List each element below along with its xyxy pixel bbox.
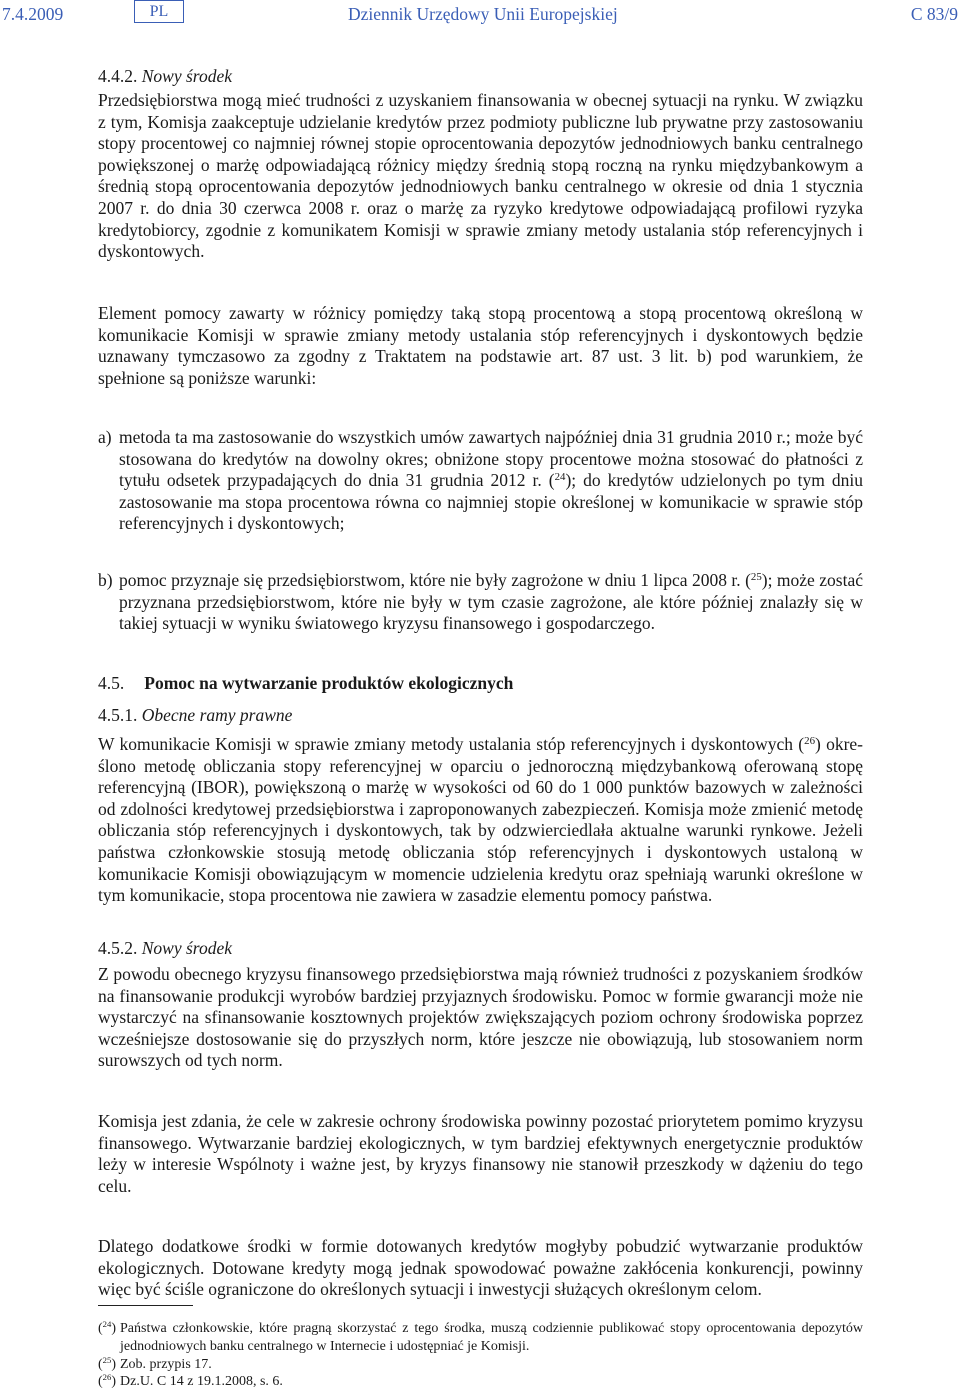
- heading-number: 4.4.2.: [98, 66, 138, 86]
- list-item-text: ); może zostać przyznana przedsiębiorstwom, które nie były w tym czasie zagrożone, ale które później znalazły się w takiej sytuacji w wyniku światowego kryzysu finansowego i gospodarczego.: [119, 570, 863, 634]
- paragraph-text: W komunikacie Komisji w sprawie zmiany metody ustalania stóp referencyjnych i dyskontowych (: [98, 734, 805, 754]
- list-item-text: pomoc przyznaje się przedsiębiorstwom, które nie były zagrożone w dniu 1 lipca 2008 r. (: [119, 570, 751, 590]
- heading-title: Obecne ramy prawne: [141, 705, 293, 725]
- footnote-ref: 25: [750, 571, 762, 584]
- header-page-ref: C 83/9: [910, 4, 958, 24]
- footnote-label: ($^{24}$): [98, 1319, 117, 1336]
- list-item-b: [98, 570, 863, 635]
- footnote-24: [98, 1320, 863, 1355]
- paragraph-text: ) okre-ślono metodę obliczania stopy referencyjnej w oparciu o jednoroczną międzybankową oferowaną stopę referencyjną (IBOR), powiększoną o marżę w wysokości od 60 do 1 000 punktów bazowych w zależności od zdolności kredytowej przedsiębiorstwa i zaproponowanych zabezpieczeń. Komisja może zmienić metodę obliczania stóp referencyjnych i dyskontowych, tak by odzwierciedlała aktualne warunki rynkowe. Jeżeli państwa członkowskie stosują metodę obliczania stóp referencyjnych i dyskontowych ustaloną w komunikacie Komisji obowiązującym w momencie udzielenia kredytu oraz spełniają warunki określone w tym komunikacie, stopa procentowa nie zawiera w zasadzie elementu pomocy państwa.: [98, 734, 863, 906]
- footnote-number: 24: [102, 1319, 112, 1330]
- paragraph-4-5-2-environment: Komisja jest zdania, że cele w zakresie ochrony środowiska powinny pozostać priorytetem pomimo kryzysu finansowego. Wytwarzanie bardziej ekologicznych, w tym bardziej efektywnych energetycznie produktów leży w interesie Wspólnoty i ważne jest, by kryzys finansowy nie stanowił przeszkody w dążeniu do tego celu.: [98, 1111, 863, 1196]
- list-item-label: a): [98, 427, 112, 447]
- list-item-a: [98, 427, 863, 535]
- list-item-text: metoda ta ma zastosowanie do wszystkich umów zawartych najpóźniej dnia 31 grudnia 2010 r.; może być stosowana do kredytów na dowolny okres; obniżone stopy procentowe można stosować do płatności z tytułu odsetek przypadających do dnia 31 grudnia 2012 r. (: [119, 427, 863, 491]
- footnote-26: [98, 1373, 863, 1391]
- footnote-text: Dz.U. C 14 z 19.1.2008, s. 6.: [120, 1374, 283, 1389]
- list-item-text: ); do kredytów udzielonych po tym dniu zastosowanie ma stopa procentowa równa co najmniej stopie określonej w komunikacie w sprawie stóp referencyjnych i dyskontowych;: [119, 470, 863, 534]
- footnote-ref: 24: [554, 471, 566, 484]
- heading-title: Pomoc na wytwarzanie produktów ekologicznych: [144, 673, 514, 693]
- footnote-ref: 26: [804, 735, 815, 748]
- heading-title: Nowy środek: [141, 66, 232, 86]
- list-item-label: b): [98, 570, 113, 590]
- heading-4-5: [98, 672, 513, 694]
- footnote-25: [98, 1356, 863, 1374]
- heading-number: 4.5.: [98, 673, 125, 693]
- heading-number: 4.5.1.: [98, 705, 138, 725]
- header-language-box: PL: [134, 0, 184, 23]
- footnote-label: ($^{26}$): [98, 1372, 117, 1389]
- heading-4-4-2: [98, 65, 232, 87]
- footnote-text: Państwa członkowskie, które pragną skorzystać z tego środka, muszą codziennie publikować stopy oprocentowania depozytów jednodniowych banku centralnego w Internecie i udostępniać je Komisji.: [120, 1321, 863, 1354]
- list-item-body: [119, 427, 863, 535]
- list-item-body: [119, 570, 863, 635]
- header-journal-title: Dziennik Urzędowy Unii Europejskiej: [348, 4, 618, 24]
- footnote-number: 26: [102, 1372, 112, 1383]
- paragraph-4-5-2-financing: Z powodu obecnego kryzysu finansowego przedsiębiorstwa mają również trudności z pozyskaniem środków na finansowanie produkcji wyrobów bardziej przyjaznych środowisku. Pomoc w formie gwarancji może nie wystarczyć na sfinansowanie kosztownych projektów zwiększających poziom ochrony środowiska poprzez wcześniejsze dostosowanie się do przyszłych norm, które jeszcze nie obowiązują, lub stosowaniem norm surowszych od tych norm.: [98, 964, 863, 1071]
- heading-number: 4.5.2.: [98, 938, 138, 958]
- paragraph-4-4-2-aid-element: Element pomocy zawarty w różnicy pomiędzy taką stopą procentową a stopą procentową określoną w komunikacie Komisji w sprawie zmiany metody ustalania stóp referencyjnych i dyskontowych będzie uznawany tymczasowo za zgodny z Traktatem na podstawie art. 87 ust. 3 lit. b) pod warunkiem, że spełnione są poniższe warunki:: [98, 303, 863, 388]
- footnote-number: 25: [102, 1355, 112, 1366]
- paragraph-4-4-2-intro: Przedsiębiorstwa mogą mieć trudności z uzyskaniem finansowania w obecnej sytuacji na rynku. W związku z tym, Komisja zaakceptuje udzielanie kredytów przez podmioty publiczne lub prywatne przy zastosowaniu stopy procentowej co najmniej równej stopie oprocentowania depozytów jednodniowych banku centralnego powiększonej o marżę odpowiadającą różnicy między średnią stopą roczną na rynku międzybankowym a średnią stopą oprocentowania depozytów jednodniowych banku centralnego w okresie od dnia 1 stycznia 2007 r. do dnia 30 czerwca 2008 r. oraz o marżę za ryzyko kredytowe odpowiadającą profilowi ryzyka kredytobiorcy, zgodnie z komunikatem Komisji w sprawie zmiany metody ustalania stóp referencyjnych i dyskontowych.: [98, 90, 863, 262]
- paragraph-4-5-1: [98, 734, 863, 907]
- footnote-label: ($^{25}$): [98, 1355, 117, 1372]
- footnote-text: Zob. przypis 17.: [120, 1357, 212, 1372]
- heading-title: Nowy środek: [141, 938, 232, 958]
- header-date: 7.4.2009: [2, 4, 64, 24]
- heading-4-5-1: [98, 704, 292, 726]
- paragraph-4-5-2-subsidised-loans: Dlatego dodatkowe środki w formie dotowanych kredytów mogłyby pobudzić wytwarzanie produktów ekologicznych. Dotowane kredyty mogą jednak spowodować poważne zakłócenia konkurencji, powinny więc być ściśle ograniczone do określonych sytuacji i inwestycji służących określonym celom.: [98, 1236, 863, 1300]
- heading-4-5-2: [98, 937, 232, 959]
- footnote-divider: [98, 1305, 193, 1306]
